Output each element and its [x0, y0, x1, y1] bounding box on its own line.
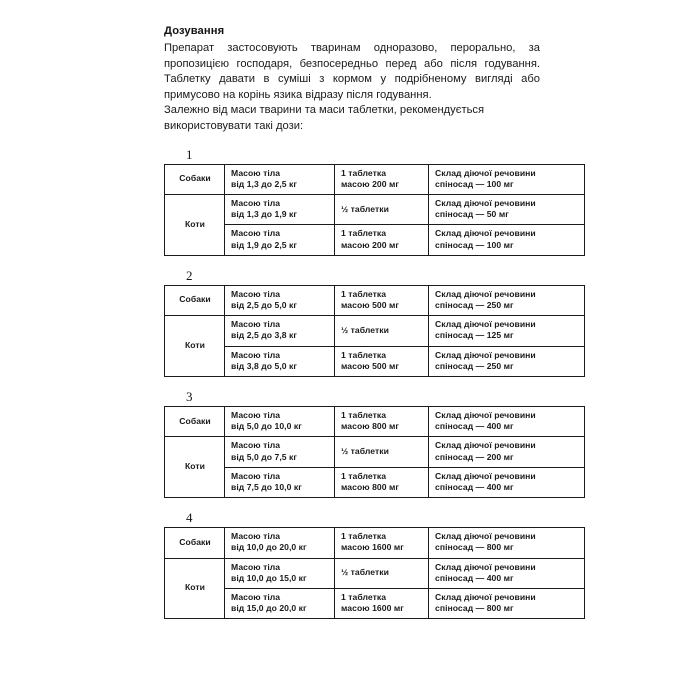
tablet-dose-cell — [335, 225, 429, 255]
cell-line: 1 таблетка — [341, 410, 387, 420]
body-weight-cell — [225, 346, 335, 376]
body-weight-cell — [225, 316, 335, 346]
body-weight-cell — [225, 558, 335, 588]
active-substance-cell — [429, 589, 585, 619]
cell-line: від 2,5 до 3,8 кг — [231, 330, 298, 341]
cell-line: 1 таблетка — [341, 531, 387, 542]
active-substance-cell — [429, 407, 585, 437]
dose-tables-group — [164, 148, 540, 620]
cell-line: Собаки — [179, 173, 211, 184]
species-cell — [165, 407, 225, 437]
cell-line: спіносад — 400 мг — [435, 572, 514, 583]
table-row — [165, 467, 585, 497]
cell-line: від 5,0 до 7,5 кг — [231, 451, 298, 462]
species-cell — [165, 285, 225, 315]
cell-line: від 10,0 до 20,0 кг — [231, 542, 307, 553]
intro-paragraph-1: Препарат застосовують тваринам одноразово, перорально, за пропозицією господаря, безпосередньо перед або після годування. Таблетку давати в суміші з кормом у подрібненому вигляді або примусово на корінь язика відразу після годування. — [164, 42, 540, 101]
cell-line: Масою тіла — [231, 228, 281, 239]
cell-line: Масою тіла — [231, 319, 281, 330]
dose-block-3 — [164, 390, 540, 498]
cell-line: Склад діючої речовини — [435, 561, 536, 572]
active-substance-cell — [429, 164, 585, 194]
intro-paragraph-2: Залежно від маси тварини та маси таблетки, рекомендується використовувати такі дози: — [164, 104, 485, 132]
table-row — [165, 225, 585, 255]
dose-table-number: 4 — [186, 510, 193, 526]
cell-line: Коти — [185, 218, 205, 229]
table-row — [165, 558, 585, 588]
cell-line: спіносад — 200 мг — [435, 451, 514, 462]
table-row — [165, 437, 585, 467]
species-cell — [165, 194, 225, 255]
cell-line: спіносад — 250 мг — [435, 360, 514, 371]
active-substance-cell — [429, 285, 585, 315]
dose-table — [164, 406, 585, 498]
cell-line: від 3,8 до 5,0 кг — [231, 360, 298, 371]
document-content-column — [164, 24, 540, 619]
active-substance-cell — [429, 558, 585, 588]
tablet-dose-cell — [335, 467, 429, 497]
cell-line: Склад діючої речовини — [435, 167, 536, 178]
page-title: Дозування — [164, 25, 225, 37]
intro-prose — [164, 41, 540, 135]
species-cell — [165, 164, 225, 194]
cell-line: Масою тіла — [231, 349, 281, 360]
cell-line: масою 500 мг — [341, 360, 400, 371]
cell-line: ½ таблетки — [341, 203, 389, 214]
cell-line: Склад діючої речовини — [435, 349, 536, 360]
cell-line: 1 таблетка — [341, 228, 387, 239]
cell-line: ½ таблетки — [341, 324, 389, 335]
active-substance-cell — [429, 316, 585, 346]
body-weight-cell — [225, 285, 335, 315]
cell-line: спіносад — 800 мг — [435, 542, 514, 553]
cell-line: 1 таблетка — [341, 167, 387, 178]
cell-line: Масою тіла — [231, 288, 281, 299]
cell-line: спіносад — 250 мг — [435, 299, 514, 310]
dose-table — [164, 164, 585, 256]
cell-line: Масою тіла — [231, 561, 281, 572]
cell-line: Склад діючої речовини — [435, 319, 536, 330]
tablet-dose-cell — [335, 346, 429, 376]
cell-line: Склад діючої речовини — [435, 440, 536, 451]
tablet-dose-cell — [335, 407, 429, 437]
cell-line: Собаки — [179, 536, 211, 547]
dose-table-number: 2 — [186, 267, 193, 283]
cell-line: Собаки — [179, 294, 211, 305]
species-cell — [165, 528, 225, 558]
cell-line: масою 800 мг — [341, 482, 400, 493]
cell-line: 1 таблетка — [341, 592, 387, 603]
dose-block-2 — [164, 269, 540, 377]
dose-table-number: 3 — [186, 389, 193, 404]
body-weight-cell — [225, 437, 335, 467]
body-weight-cell — [225, 528, 335, 558]
dose-table — [164, 285, 585, 377]
cell-line: масою 200 мг — [341, 178, 400, 189]
table-row — [165, 589, 585, 619]
active-substance-cell — [429, 437, 585, 467]
active-substance-cell — [429, 467, 585, 497]
tablet-dose-cell — [335, 164, 429, 194]
cell-line: спіносад — 125 мг — [435, 330, 514, 341]
cell-line: 1 таблетка — [341, 349, 387, 360]
cell-line: ½ таблетки — [341, 446, 389, 456]
dose-block-4 — [164, 511, 540, 619]
cell-line: Масою тіла — [231, 531, 281, 542]
active-substance-cell — [429, 346, 585, 376]
active-substance-cell — [429, 528, 585, 558]
body-weight-cell — [225, 589, 335, 619]
body-weight-cell — [225, 225, 335, 255]
cell-line: Коти — [185, 339, 205, 350]
cell-line: Склад діючої речовини — [435, 592, 536, 603]
cell-line: масою 200 мг — [341, 239, 400, 250]
cell-line: масою 1600 мг — [341, 542, 404, 553]
cell-line: масою 800 мг — [341, 421, 400, 432]
cell-line: Склад діючої речовини — [435, 531, 536, 542]
cell-line: спіносад — 400 мг — [435, 482, 514, 493]
tablet-dose-cell — [335, 528, 429, 558]
cell-line: Масою тіла — [231, 440, 281, 451]
body-weight-cell — [225, 407, 335, 437]
species-cell — [165, 316, 225, 377]
tablet-dose-cell — [335, 589, 429, 619]
species-cell — [165, 437, 225, 498]
cell-line: Масою тіла — [231, 592, 281, 603]
tablet-dose-cell — [335, 316, 429, 346]
tablet-dose-cell — [335, 558, 429, 588]
cell-line: спіносад — 800 мг — [435, 603, 514, 614]
cell-line: спіносад — 400 мг — [435, 421, 514, 432]
cell-line: від 1,3 до 2,5 кг — [231, 178, 298, 189]
table-row — [165, 194, 585, 224]
cell-line: Коти — [185, 461, 205, 472]
body-weight-cell — [225, 164, 335, 194]
species-cell — [165, 558, 225, 619]
cell-line: ½ таблетки — [341, 567, 389, 578]
dose-block-1 — [164, 148, 540, 256]
cell-line: від 1,9 до 2,5 кг — [231, 239, 298, 250]
dose-table — [164, 527, 585, 619]
cell-line: Масою тіла — [231, 410, 281, 420]
active-substance-cell — [429, 225, 585, 255]
cell-line: спіносад — 100 мг — [435, 239, 514, 250]
cell-line: Коти — [185, 582, 205, 593]
cell-line: Масою тіла — [231, 197, 281, 208]
body-weight-cell — [225, 467, 335, 497]
table-row — [165, 346, 585, 376]
cell-line: від 5,0 до 10,0 кг — [231, 421, 302, 432]
cell-line: від 2,5 до 5,0 кг — [231, 299, 298, 310]
table-row — [165, 407, 585, 437]
cell-line: Склад діючої речовини — [435, 288, 536, 299]
cell-line: Склад діючої речовини — [435, 197, 536, 208]
cell-line: від 15,0 до 20,0 кг — [231, 603, 307, 614]
active-substance-cell — [429, 194, 585, 224]
body-weight-cell — [225, 194, 335, 224]
tablet-dose-cell — [335, 285, 429, 315]
cell-line: Собаки — [179, 415, 211, 426]
cell-line: Склад діючої речовини — [435, 470, 536, 481]
cell-line: 1 таблетка — [341, 288, 387, 299]
table-row — [165, 316, 585, 346]
cell-line: Масою тіла — [231, 470, 281, 481]
cell-line: спіносад — 50 мг — [435, 209, 509, 220]
cell-line: від 7,5 до 10,0 кг — [231, 482, 302, 493]
cell-line: Склад діючої речовини — [435, 410, 536, 420]
cell-line: Склад діючої речовини — [435, 228, 536, 239]
dose-table-number: 1 — [186, 146, 193, 162]
tablet-dose-cell — [335, 437, 429, 467]
cell-line: від 10,0 до 15,0 кг — [231, 572, 307, 583]
table-row — [165, 285, 585, 315]
cell-line: масою 1600 мг — [341, 603, 404, 614]
table-row — [165, 164, 585, 194]
cell-line: спіносад — 100 мг — [435, 178, 514, 189]
tablet-dose-cell — [335, 194, 429, 224]
cell-line: Масою тіла — [231, 167, 281, 178]
cell-line: масою 500 мг — [341, 299, 400, 310]
cell-line: від 1,3 до 1,9 кг — [231, 209, 298, 220]
table-row — [165, 528, 585, 558]
cell-line: 1 таблетка — [341, 470, 387, 481]
